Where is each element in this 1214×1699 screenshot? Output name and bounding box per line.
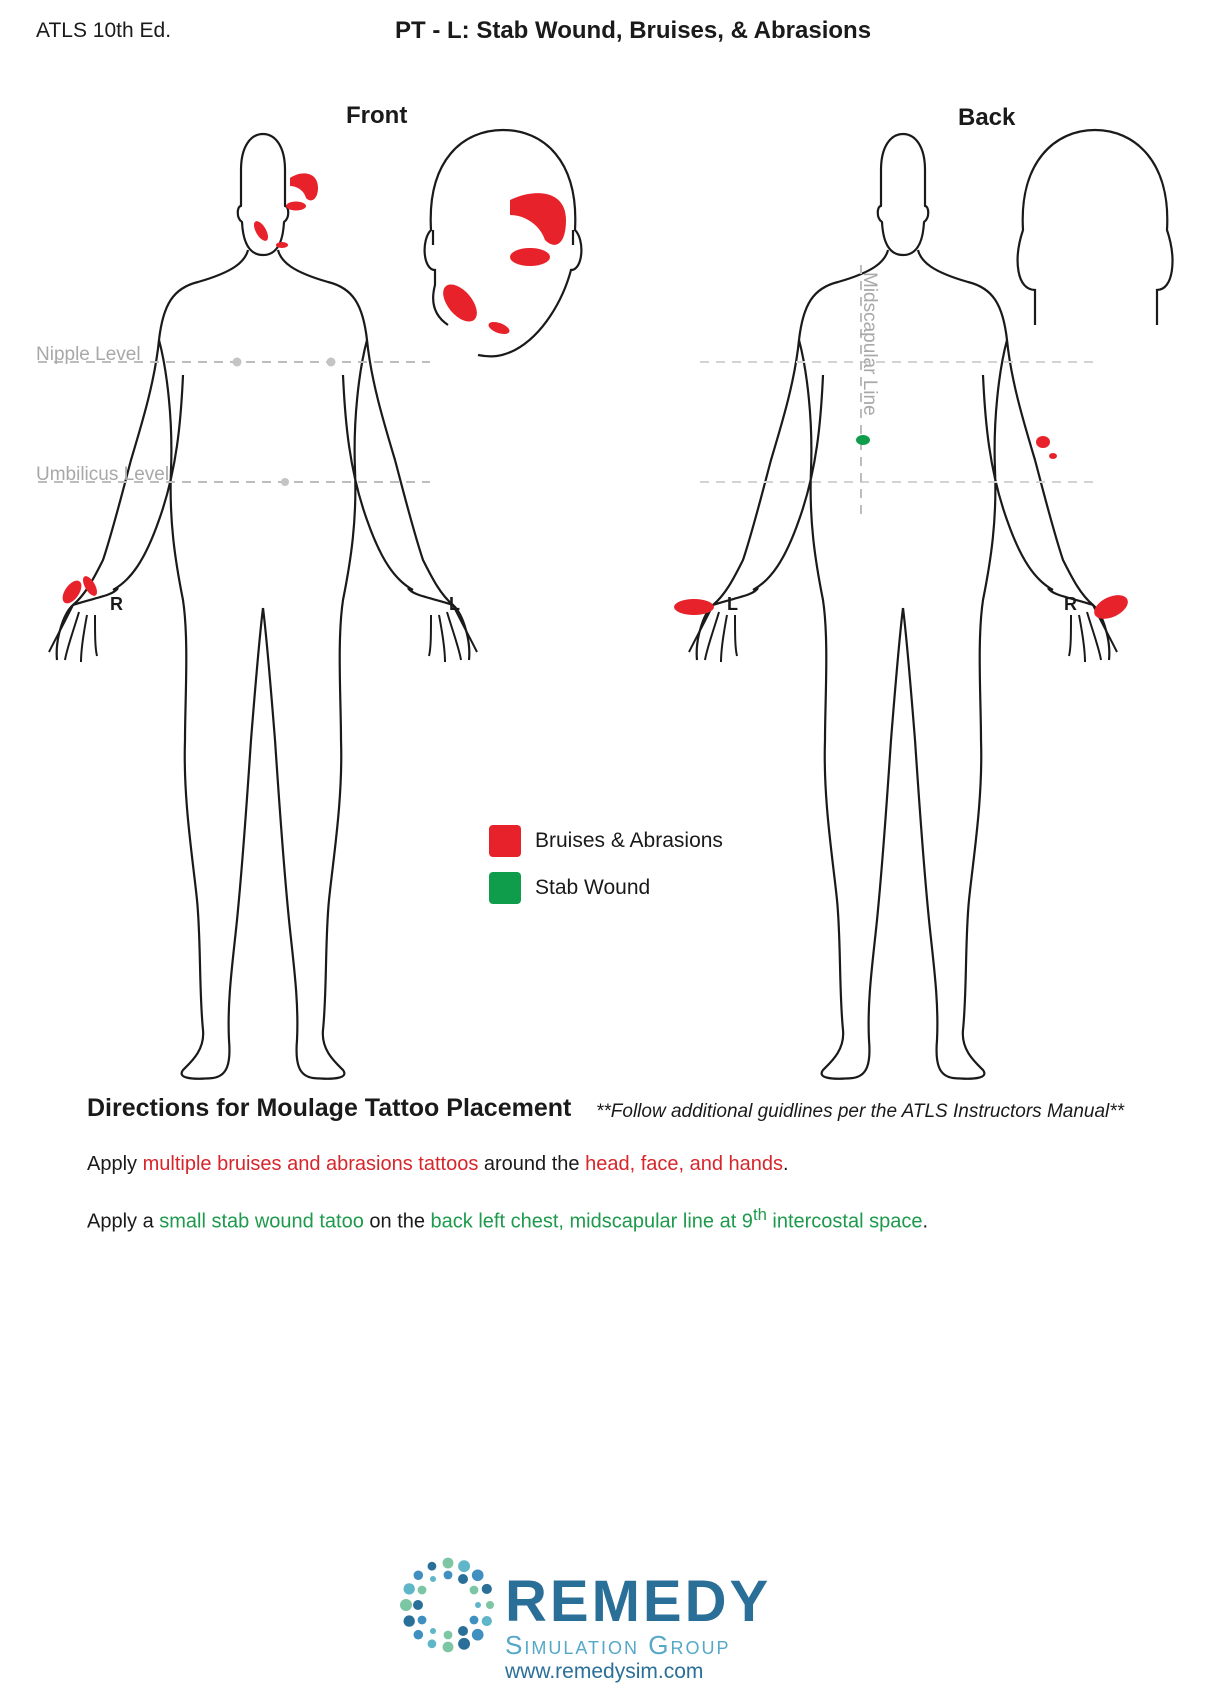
directions-note: **Follow additional guidlines per the ATLS Instructors Manual** xyxy=(596,1101,1125,1122)
edition-label: ATLS 10th Ed. xyxy=(36,19,172,42)
logo-dot xyxy=(482,1616,492,1626)
logo-dot xyxy=(458,1626,468,1636)
logo-dot xyxy=(470,1616,479,1625)
front-view-label: Front xyxy=(346,102,408,129)
nipple-dot-left xyxy=(327,358,336,367)
logo-dot xyxy=(404,1583,415,1594)
logo-dot xyxy=(414,1630,424,1640)
logo-dot xyxy=(486,1601,494,1609)
logo-dot xyxy=(404,1615,415,1626)
umbilicus-dot xyxy=(281,478,289,486)
bruise-head-chin xyxy=(487,320,511,337)
bruise-forehead xyxy=(290,173,318,200)
legend-stab-label: Stab Wound xyxy=(535,876,651,899)
front-right-marker: R xyxy=(110,594,123,614)
direction-line-bruises xyxy=(87,1153,789,1176)
logo-dot xyxy=(443,1558,454,1569)
back-head-detail xyxy=(1018,130,1173,325)
line1-highlight-1: multiple bruises and abrasions tattoos xyxy=(142,1153,479,1175)
logo-dot xyxy=(430,1628,436,1634)
logo-dot xyxy=(472,1629,484,1641)
bruise-back-forearm-2 xyxy=(1049,453,1057,459)
legend-bruise-swatch xyxy=(489,825,521,857)
back-right-marker: R xyxy=(1064,594,1077,614)
stab-wound-mark xyxy=(856,435,870,445)
legend-stab xyxy=(489,872,650,904)
bruise-head-temple xyxy=(510,248,550,266)
back-view-label: Back xyxy=(958,104,1016,131)
logo-name: REMEDY xyxy=(505,1569,772,1634)
logo-dot xyxy=(428,1562,437,1571)
line2-highlight-1: small stab wound tatoo xyxy=(159,1210,364,1233)
line2-superscript: th xyxy=(752,1205,767,1224)
page-title: PT - L: Stab Wound, Bruises, & Abrasions xyxy=(395,17,872,44)
line2-text-3: . xyxy=(922,1210,929,1233)
logo-dot xyxy=(472,1569,484,1581)
bruise-chin xyxy=(276,242,288,248)
legend-stab-swatch xyxy=(489,872,521,904)
legend-bruise-label: Bruises & Abrasions xyxy=(535,829,723,852)
logo-dot xyxy=(482,1584,492,1594)
back-body-outline xyxy=(689,134,1117,1079)
logo-dot xyxy=(458,1560,470,1572)
line1-text-1: Apply xyxy=(87,1153,143,1175)
line1-highlight-2: head, face, and hands xyxy=(585,1153,784,1175)
direction-line-stab xyxy=(87,1205,928,1234)
logo-dot xyxy=(428,1639,437,1648)
umbilicus-level-label: Umbilicus Level xyxy=(36,464,170,485)
logo-dot xyxy=(443,1642,454,1653)
bruise-forehead-lower xyxy=(286,202,306,211)
front-left-marker: L xyxy=(449,594,460,614)
logo-dot xyxy=(418,1586,427,1595)
back-left-marker: L xyxy=(727,594,738,614)
logo-dot xyxy=(430,1576,436,1582)
logo-dot xyxy=(444,1631,453,1640)
midscapular-line-label: Midscapular Line xyxy=(859,272,880,416)
logo-dots-icon xyxy=(398,1555,498,1655)
logo-url: www.remedysim.com xyxy=(505,1660,704,1683)
line2-highlight-3: intercostal space xyxy=(766,1210,923,1233)
bruise-back-left-palm xyxy=(674,599,714,615)
legend-bruises xyxy=(489,825,723,857)
logo-dot xyxy=(458,1574,468,1584)
nipple-level-label: Nipple Level xyxy=(36,344,141,365)
bruise-head-forehead xyxy=(510,193,566,245)
logo-dot xyxy=(444,1571,453,1580)
nipple-dot-right xyxy=(233,358,242,367)
logo-dot xyxy=(414,1571,424,1581)
logo-dot xyxy=(418,1616,427,1625)
logo-dot xyxy=(413,1600,423,1610)
line2-highlight-2: back left chest, midscapular line at 9 xyxy=(430,1210,753,1233)
line2-text-2: on the xyxy=(363,1210,431,1233)
bruise-back-right-palm xyxy=(1090,590,1131,623)
logo-dot xyxy=(470,1586,479,1595)
logo xyxy=(505,1569,772,1685)
bruise-marks xyxy=(59,173,1132,623)
line1-text-2: around the xyxy=(478,1153,586,1175)
logo-dot xyxy=(400,1599,412,1611)
line1-text-3: . xyxy=(783,1153,789,1175)
line2-text-1: Apply a xyxy=(87,1210,160,1233)
bruise-back-forearm-1 xyxy=(1036,436,1050,448)
logo-dot xyxy=(458,1638,470,1650)
bruise-cheek xyxy=(251,219,271,243)
directions-title: Directions for Moulage Tattoo Placement xyxy=(87,1094,572,1122)
logo-subtitle: Simulation Group xyxy=(505,1630,731,1660)
logo-dot xyxy=(475,1602,481,1608)
